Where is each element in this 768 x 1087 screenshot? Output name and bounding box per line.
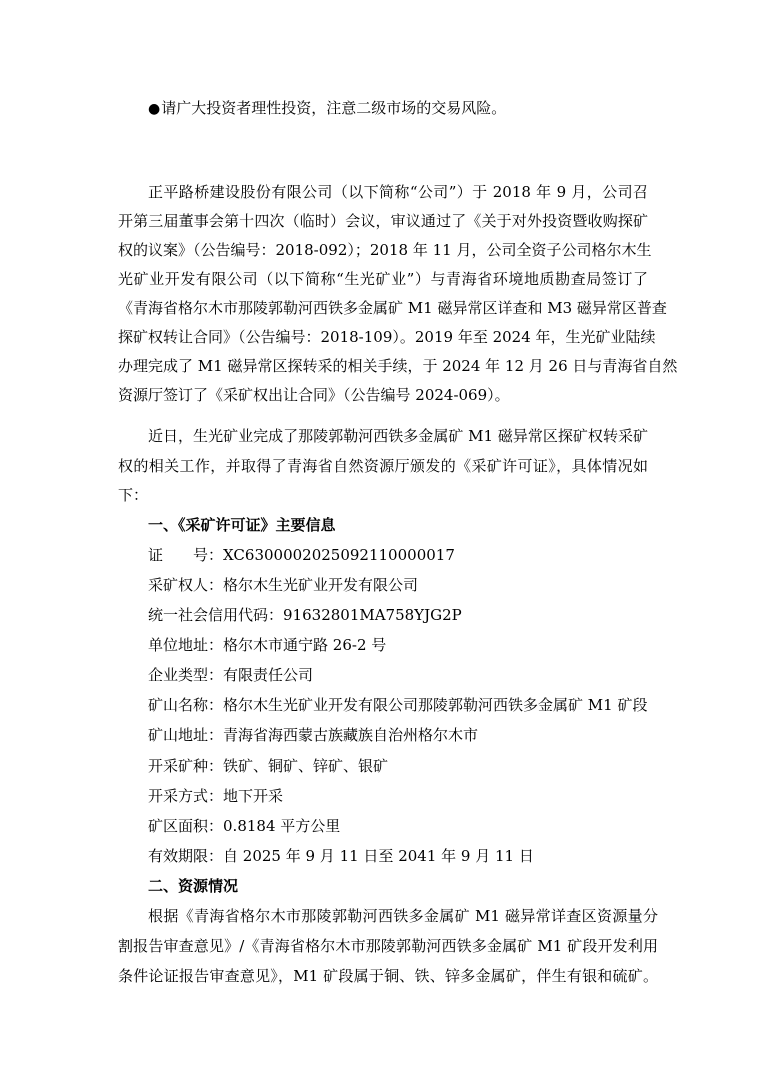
license-field xyxy=(148,786,648,806)
paragraph-line: 权的相关工作，并取得了青海省自然资源厅颁发的《采矿许可证》，具体情况如 xyxy=(118,457,648,475)
paragraph-line: 开第三届董事会第十四次（临时）会议，审议通过了《关于对外投资暨收购探矿 xyxy=(118,212,648,230)
field-value: 格尔木生光矿业开发有限公司那陵郭勒河西铁多金属矿 M1 矿段 xyxy=(223,696,648,714)
field-label: 有效期限： xyxy=(148,847,224,865)
field-value: 格尔木市通宁路 26-2 号 xyxy=(223,636,387,654)
license-field xyxy=(148,846,648,866)
license-field xyxy=(148,725,648,745)
field-label: 矿区面积： xyxy=(148,817,224,835)
paragraph-line: 近日，生光矿业完成了那陵郭勒河西铁多金属矿 M1 磁异常区探矿权转采矿 xyxy=(148,427,648,445)
paragraph-line: 权的议案》（公告编号：2018-092）；2018 年 11 月，公司全资子公司格尔木生 xyxy=(118,241,652,259)
paragraph-line: 正平路桥建设股份有限公司（以下简称“公司”）于 2018 年 9 月，公司召 xyxy=(148,183,648,201)
license-field xyxy=(148,545,648,565)
paragraph-line: 光矿业开发有限公司（以下简称“生光矿业”）与青海省环境地质勘查局签订了 xyxy=(118,270,648,288)
paragraph-line: 探矿权转让合同》（公告编号：2018-109）。2019 年至 2024 年，生光矿业陆续 xyxy=(118,328,656,346)
field-label: 单位地址： xyxy=(148,636,224,654)
field-value: 格尔木生光矿业开发有限公司 xyxy=(223,576,419,594)
license-field xyxy=(148,635,648,655)
paragraph-line: 《青海省格尔木市那陵郭勒河西铁多金属矿 M1 磁异常区详查和 M3 磁异常区普查 xyxy=(118,299,667,317)
section-heading-license: 一、《采矿许可证》主要信息 xyxy=(148,516,336,534)
field-label: 企业类型： xyxy=(148,666,224,684)
field-value: 自 2025 年 9 月 11 日至 2041 年 9 月 11 日 xyxy=(223,847,534,865)
paragraph-line: 割报告审查意见》/《青海省格尔木市那陵郭勒河西铁多金属矿 M1 矿段开发利用 xyxy=(118,937,658,955)
field-value: 有限责任公司 xyxy=(223,666,314,684)
field-value: XC6300002025092110000017 xyxy=(223,546,455,564)
field-label: 矿山名称： xyxy=(148,696,224,714)
paragraph-line: 办理完成了 M1 磁异常区探转采的相关手续，于 2024 年 12 月 26 日与青海省自然 xyxy=(118,357,678,375)
field-label: 统一社会信用代码： xyxy=(148,606,284,624)
license-field xyxy=(148,575,648,595)
field-label: 矿山地址： xyxy=(148,726,224,744)
field-value: 铁矿、铜矿、锌矿、银矿 xyxy=(223,757,389,775)
license-field xyxy=(148,665,648,685)
field-value: 0.8184 平方公里 xyxy=(223,817,341,835)
field-value: 青海省海西蒙古族藏族自治州格尔木市 xyxy=(223,726,479,744)
risk-notice-text: 请广大投资者理性投资，注意二级市场的交易风险。 xyxy=(161,99,507,117)
license-field xyxy=(148,695,668,715)
field-value: 91632801MA758YJG2P xyxy=(283,606,462,624)
field-label: 开采方式： xyxy=(148,787,224,805)
paragraph-line: 资源厅签订了《采矿权出让合同》（公告编号 2024-069）。 xyxy=(118,386,510,404)
bullet-icon: ● xyxy=(148,101,161,117)
field-label: 证 号： xyxy=(148,546,224,564)
paragraph-line: 条件论证报告审查意见》，M1 矿段属于铜、铁、锌多金属矿，伴生有银和硫矿。 xyxy=(118,967,658,985)
paragraph-line: 下： xyxy=(118,486,149,504)
field-label: 采矿权人： xyxy=(148,576,224,594)
field-label: 开采矿种： xyxy=(148,757,224,775)
license-field xyxy=(148,605,648,625)
license-field xyxy=(148,816,648,836)
risk-notice xyxy=(148,98,708,119)
license-field xyxy=(148,756,648,776)
field-value: 地下开采 xyxy=(223,787,284,805)
section-heading-resources: 二、资源情况 xyxy=(148,877,239,895)
paragraph-line: 根据《青海省格尔木市那陵郭勒河西铁多金属矿 M1 磁异常详查区资源量分 xyxy=(148,907,658,925)
